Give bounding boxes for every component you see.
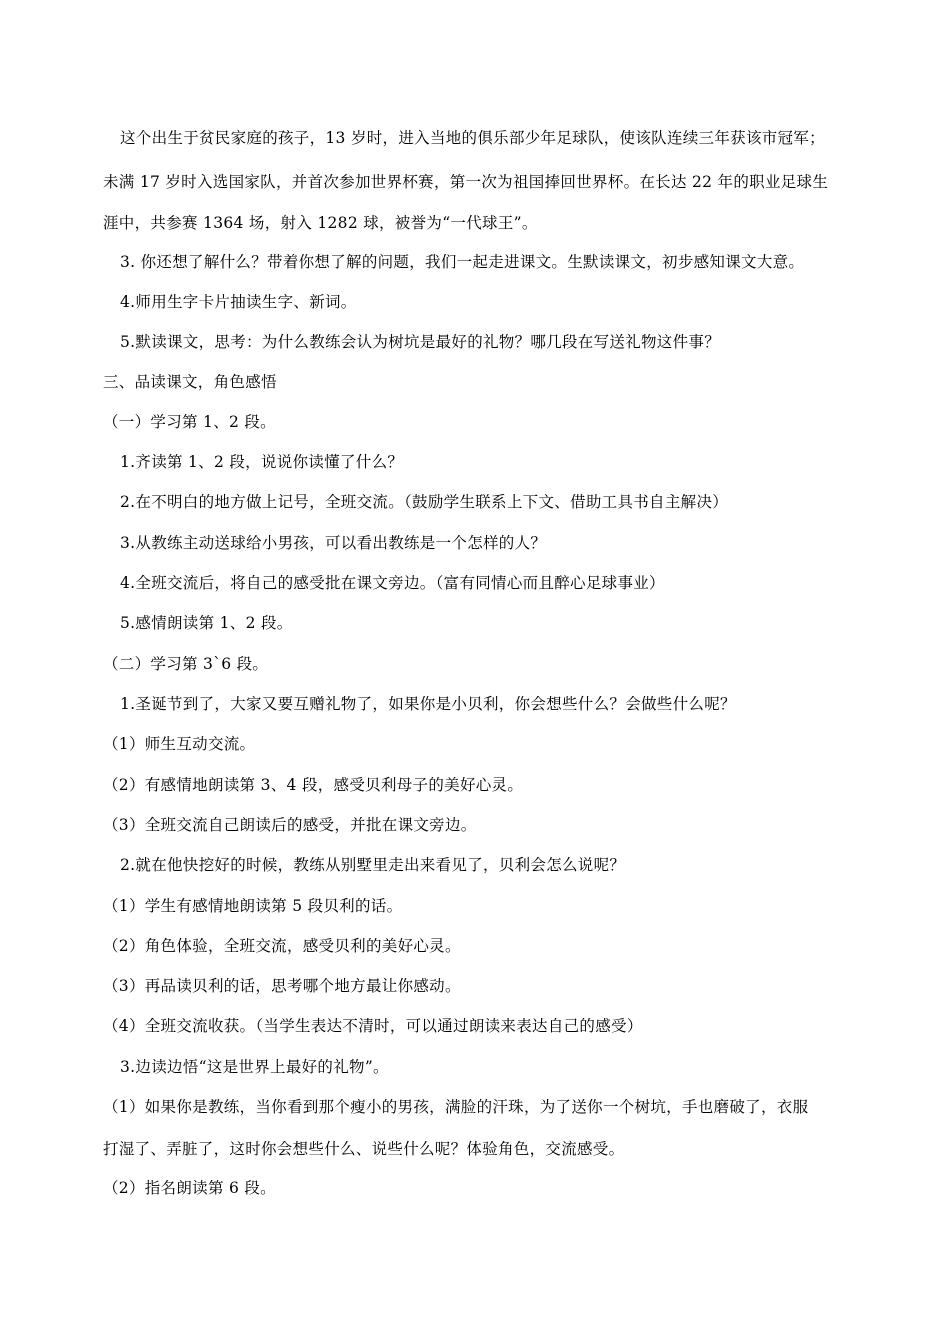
section-heading: 三、品读课文，角色感悟 bbox=[103, 373, 277, 391]
paragraph-line: 4.全班交流后，将自己的感受批在课文旁边。（富有同情心而且醉心足球事业） bbox=[120, 574, 665, 592]
paragraph-line: （4）全班交流收获。（当学生表达不清时，可以通过朗读来表达自己的感受） bbox=[103, 1017, 643, 1035]
paragraph-line: 这个出生于贫民家庭的孩子，13 岁时，进入当地的俱乐部少年足球队，使该队连续三年获该市冠军； bbox=[120, 129, 825, 147]
paragraph-line: （2）角色体验，全班交流，感受贝利的美好心灵。 bbox=[103, 937, 461, 955]
paragraph-line: （1）师生互动交流。 bbox=[103, 735, 256, 753]
paragraph-line: 1.圣诞节到了，大家又要互赠礼物了，如果你是小贝利，你会想些什么？会做些什么呢？ bbox=[120, 695, 736, 713]
paragraph-line: （3）全班交流自己朗读后的感受，并批在课文旁边。 bbox=[103, 816, 477, 834]
paragraph-line: 3. 你还想了解什么？带着你想了解的问题，我们一起走进课文。生默读课文，初步感知课文大意。 bbox=[120, 253, 805, 271]
subsection-heading: （一）学习第 1、2 段。 bbox=[103, 413, 276, 431]
subsection-heading: （二）学习第 3`6 段。 bbox=[103, 655, 269, 673]
paragraph-line: 3.从教练主动送球给小男孩，可以看出教练是一个怎样的人？ bbox=[120, 534, 547, 552]
paragraph-line: （3）再品读贝利的话，思考哪个地方最让你感动。 bbox=[103, 977, 461, 995]
paragraph-line: 4.师用生字卡片抽读生字、新词。 bbox=[120, 293, 357, 311]
paragraph-line: （1）如果你是教练，当你看到那个瘦小的男孩，满脸的汗珠，为了送你一个树坑，手也磨破了，衣服 bbox=[103, 1098, 809, 1116]
paragraph-line: 3.边读边悟“这是世界上最好的礼物”。 bbox=[120, 1058, 389, 1076]
paragraph-line: 2.在不明白的地方做上记号，全班交流。（鼓励学生联系上下文、借助工具书自主解决） bbox=[120, 493, 729, 511]
paragraph-line: 未满 17 岁时入选国家队，并首次参加世界杯赛，第一次为祖国捧回世界杯。在长达 22 年的职业足球生 bbox=[103, 173, 829, 191]
paragraph-line: 2.就在他快挖好的时候，教练从别墅里走出来看见了，贝利会怎么说呢？ bbox=[120, 856, 626, 874]
paragraph-line: （2）有感情地朗读第 3、4 段，感受贝利母子的美好心灵。 bbox=[103, 776, 524, 794]
paragraph-line: 1.齐读第 1、2 段，说说你读懂了什么？ bbox=[120, 453, 404, 471]
paragraph-line: 5.默读课文，思考：为什么教练会认为树坑是最好的礼物？哪几段在写送礼物这件事？ bbox=[120, 333, 720, 351]
paragraph-line: 打湿了、弄脏了，这时你会想些什么、说些什么呢？体验角色，交流感受。 bbox=[103, 1140, 625, 1158]
paragraph-line: 涯中，共参赛 1364 场，射入 1282 球，被誉为“一代球王”。 bbox=[103, 214, 538, 232]
paragraph-line: （2）指名朗读第 6 段。 bbox=[103, 1179, 276, 1197]
paragraph-line: 5.感情朗读第 1、2 段。 bbox=[120, 614, 293, 632]
paragraph-line: （1）学生有感情地朗读第 5 段贝利的话。 bbox=[103, 897, 403, 915]
